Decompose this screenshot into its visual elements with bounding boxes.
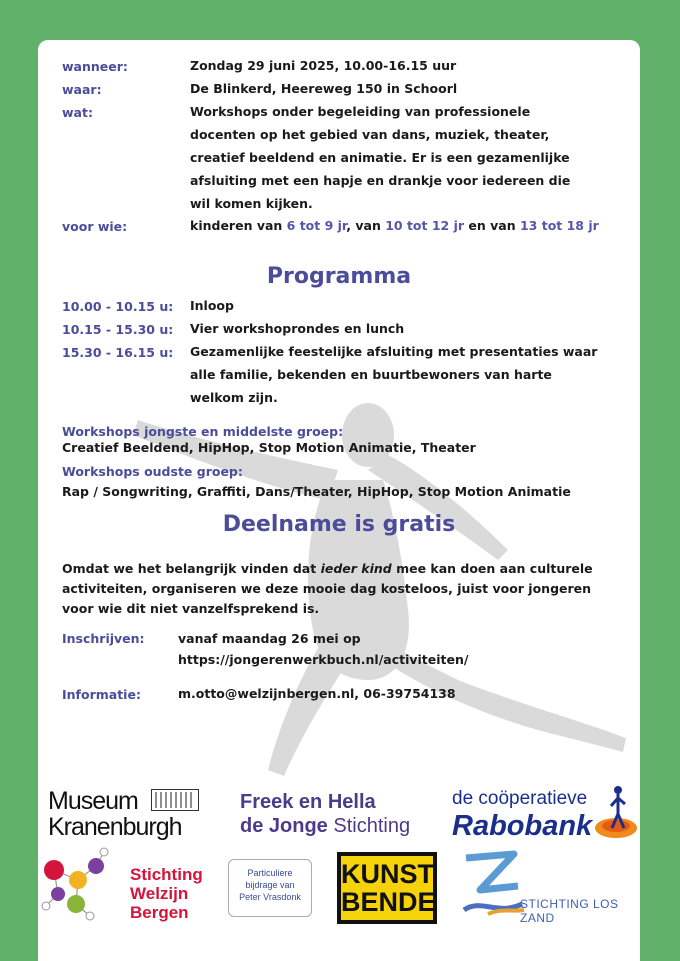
los-zand-z-icon	[458, 850, 526, 920]
welzijn-bergen-molecule-icon	[38, 846, 118, 926]
gratis-line: voor wie dit niet vanzelfsprekend is.	[62, 601, 320, 616]
what-description	[190, 100, 630, 215]
program-time: 15.30 - 16.15 u:	[62, 345, 174, 360]
who-text: kinderen van	[190, 218, 287, 233]
who-text: , van	[346, 218, 386, 233]
who-value	[190, 214, 599, 237]
flyer-card	[38, 40, 640, 961]
program-item: Inloop	[190, 298, 234, 313]
signup-link[interactable]: https://jongerenwerkbuch.nl/activiteiten/	[178, 652, 469, 667]
kunstbende-logo	[337, 852, 437, 924]
welzijn-line: Welzijn	[130, 884, 189, 903]
freek-text: de Jonge	[240, 815, 328, 837]
workshops-young-list: Creatief Beeldend, HipHop, Stop Motion Animatie, Theater	[62, 440, 476, 455]
vrasdonk-line: Peter Vrasdonk	[239, 892, 301, 902]
what-label: wat:	[62, 105, 93, 120]
program-item	[190, 340, 630, 409]
what-line: Workshops onder begeleiding van professionele	[190, 104, 531, 119]
kunstbende-line: BENDE	[341, 887, 436, 917]
gratis-title: Deelname is gratis	[222, 512, 456, 537]
freek-stichting: Stichting	[333, 815, 411, 837]
gratis-line: activiteiten, organiseren we deze mooie dag kosteloos, juist voor jongeren	[62, 581, 592, 596]
program-title: Programma	[266, 264, 412, 289]
program-time: 10.15 - 15.30 u:	[62, 322, 174, 337]
where-value: De Blinkerd, Heereweg 150 in Schoorl	[190, 81, 458, 96]
who-text: en van	[464, 218, 520, 233]
gratis-line	[62, 559, 632, 579]
info-label: Informatie:	[62, 687, 141, 702]
where-label: waar:	[62, 82, 102, 97]
welzijn-line: Stichting	[130, 865, 203, 884]
signup-date: vanaf maandag 26 mei op	[178, 631, 361, 646]
rabobank-figure-icon	[594, 784, 640, 844]
los-zand-logo: STICHTING LOS ZAND	[520, 897, 619, 925]
program-item: Vier workshoprondes en lunch	[190, 321, 405, 336]
age-group-young: 6 tot 9 jr	[286, 218, 347, 233]
welzijn-bergen-logo	[130, 865, 203, 922]
gratis-emphasis: ieder kind	[320, 561, 392, 576]
info-value[interactable]: m.otto@welzijnbergen.nl, 06-39754138	[178, 686, 456, 701]
when-label: wanneer:	[62, 59, 128, 74]
age-group-old: 13 tot 18 jr	[519, 218, 599, 233]
program-time: 10.00 - 10.15 u:	[62, 299, 174, 314]
signup-value	[178, 628, 468, 670]
what-line: wil komen kijken.	[190, 196, 313, 211]
kranenburgh-mark-icon	[151, 789, 199, 811]
vrasdonk-line: Particuliere	[247, 868, 293, 878]
program-line: alle familie, bekenden en buurtbewoners van harte	[190, 367, 552, 382]
kunstbende-line: KUNST	[341, 859, 434, 889]
what-line: docenten op het gebied van dans, muziek, theater,	[190, 127, 550, 142]
who-label: voor wie:	[62, 219, 128, 234]
rabobank-tagline: de coöperatieve	[452, 788, 588, 809]
workshops-old-list: Rap / Songwriting, Graffiti, Dans/Theater, HipHop, Stop Motion Animatie	[62, 484, 571, 499]
when-value: Zondag 29 juni 2025, 10.00-16.15 uur	[190, 58, 457, 73]
workshops-old-label: Workshops oudste groep:	[62, 464, 243, 479]
museum-line: Kranenburgh	[48, 813, 182, 841]
rabobank-name: Rabobank	[452, 810, 593, 842]
what-line: afsluiting met een hapje en drankje voor iedereen die	[190, 173, 571, 188]
freek-hella-logo	[240, 790, 410, 838]
gratis-text: mee kan doen aan culturele	[391, 561, 593, 576]
vrasdonk-line: bijdrage van	[245, 880, 295, 890]
welzijn-line: Bergen	[130, 903, 189, 922]
program-line: Gezamenlijke feestelijke afsluiting met presentaties waar	[190, 344, 598, 359]
workshops-young-label: Workshops jongste en middelste groep:	[62, 424, 344, 439]
freek-line	[240, 814, 410, 838]
museum-line: Museum	[48, 787, 138, 815]
program-line: welkom zijn.	[190, 390, 278, 405]
vrasdonk-badge	[228, 859, 312, 917]
freek-line: Freek en Hella	[240, 791, 376, 813]
age-group-middle: 10 tot 12 jr	[385, 218, 465, 233]
gratis-paragraph	[62, 559, 632, 619]
signup-label: Inschrijven:	[62, 631, 145, 646]
gratis-text: Omdat we het belangrijk vinden dat	[62, 561, 321, 576]
what-line: creatief beeldend en animatie. Er is een gezamenlijke	[190, 150, 570, 165]
